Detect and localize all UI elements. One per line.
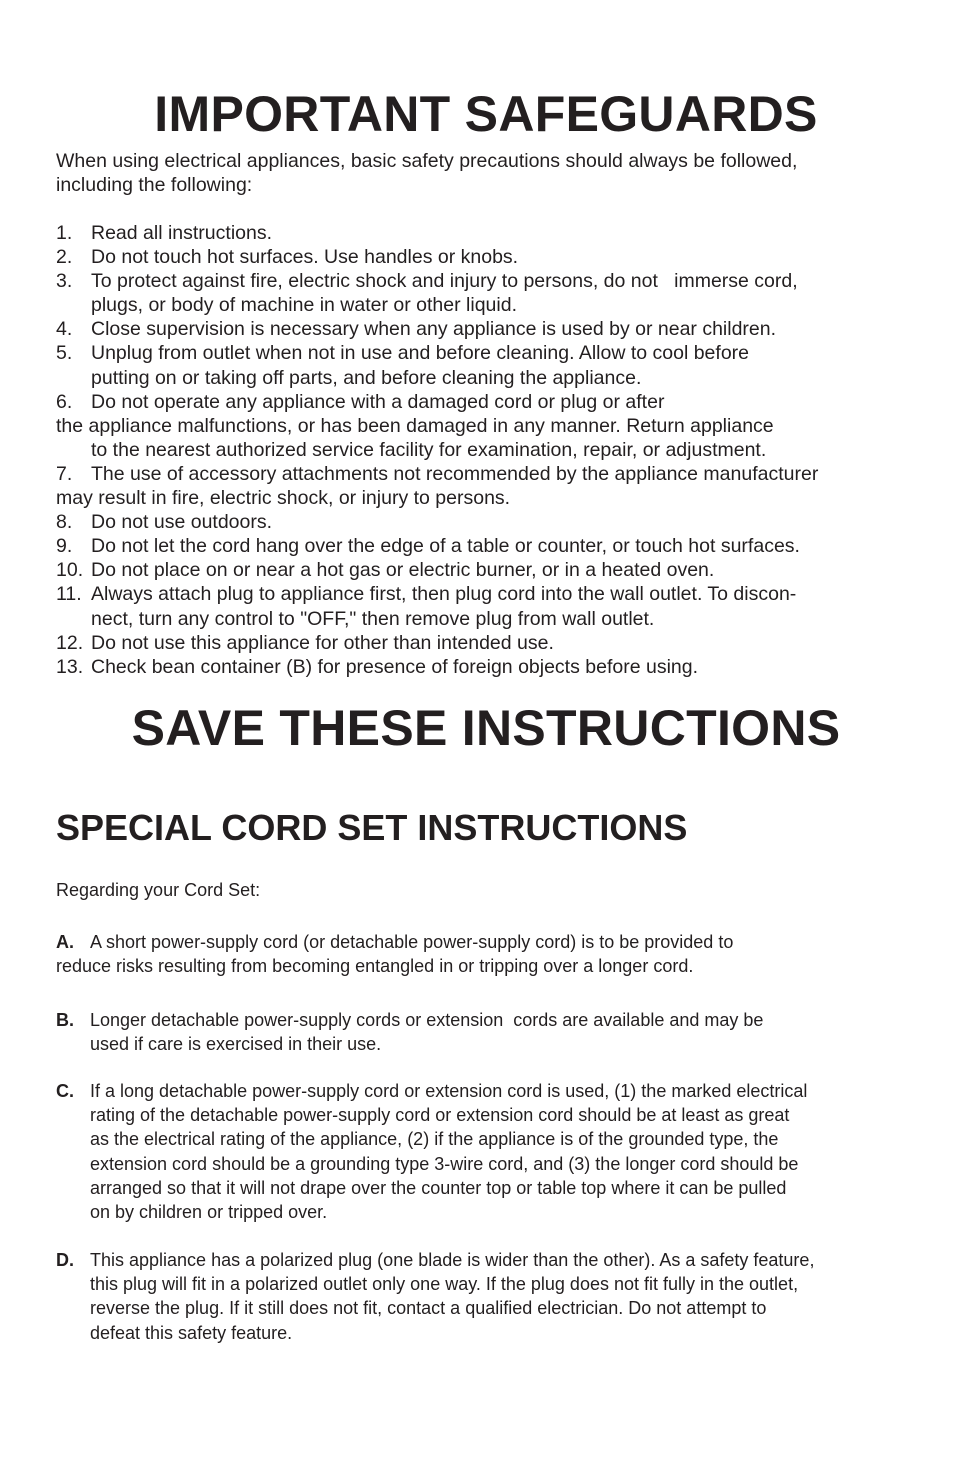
item-text: used if care is exercised in their use.: [90, 1034, 382, 1055]
item-text: Close supervision is necessary when any appliance is used by or near children.: [91, 318, 777, 341]
safeguard-item: [56, 221, 926, 245]
item-text: Read all instructions.: [91, 222, 273, 244]
item-continuation: putting on or taking off parts, and before cleaning the appliance.: [91, 366, 642, 389]
item-text: If a long detachable power-supply cord or extension cord is used, (1) the marked electrical: [90, 1081, 808, 1101]
item-text: Do not operate any appliance with a damaged cord or plug or after: [91, 390, 665, 413]
intro-line: including the following:: [56, 174, 253, 196]
item-text: To protect against fire, electric shock and injury to persons, do not immerse cord,: [91, 270, 798, 293]
item-letter: D.: [56, 1250, 74, 1270]
item-continuation: plugs, or body of machine in water or other liquid.: [91, 294, 517, 317]
cord-item-d: [56, 1248, 916, 1345]
cord-item-b: [56, 1008, 916, 1056]
safeguard-item: [56, 462, 926, 486]
item-letter: A.: [56, 932, 74, 952]
intro-line: When using electrical appliances, basic safety precautions should always be followed,: [56, 150, 798, 172]
item-text: The use of accessory attachments not recommended by the appliance manufacturer: [91, 462, 819, 485]
item-text: Do not let the cord hang over the edge of a table or counter, or touch hot surfaces.: [91, 535, 800, 558]
item-text: A short power-supply cord (or detachable power-supply cord) is to be provided to: [90, 932, 734, 952]
item-continuation: to the nearest authorized service facility for examination, repair, or adjustment.: [91, 438, 767, 461]
item-number: 5.: [56, 342, 73, 365]
item-letter: C.: [56, 1081, 74, 1101]
safeguards-list: [56, 221, 926, 679]
intro-paragraph: [56, 149, 916, 197]
item-text: defeat this safety feature.: [90, 1322, 293, 1343]
safeguard-item: [56, 631, 926, 655]
item-text: reverse the plug. If it still does not fit, contact a qualified electrician. Do not attempt to: [90, 1298, 767, 1319]
item-number: 4.: [56, 318, 73, 341]
safeguard-item: [56, 558, 926, 582]
item-number: 11.: [56, 583, 82, 606]
item-number: 1.: [56, 222, 73, 244]
item-text: on by children or tripped over.: [90, 1202, 328, 1223]
cord-item-a: [56, 930, 916, 978]
item-text: This appliance has a polarized plug (one blade is wider than the other). As a safety feature,: [90, 1250, 815, 1270]
item-flush-line: the appliance malfunctions, or has been damaged in any manner. Return appliance: [56, 414, 774, 437]
item-flush-line: may result in fire, electric shock, or injury to persons.: [56, 487, 511, 510]
safeguard-item: [56, 390, 926, 414]
cord-section-title: SPECIAL CORD SET INSTRUCTIONS: [56, 807, 688, 848]
save-instructions-title: SAVE THESE INSTRUCTIONS: [131, 700, 841, 756]
safeguard-item: [56, 582, 926, 606]
item-number: 8.: [56, 511, 73, 534]
item-text: Check bean container (B) for presence of foreign objects before using.: [91, 655, 699, 678]
item-text: Do not touch hot surfaces. Use handles or knobs.: [91, 246, 519, 269]
item-text: extension cord should be a grounding type 3-wire cord, and (3) the longer cord should be: [90, 1153, 799, 1174]
item-letter: B.: [56, 1010, 74, 1030]
safeguard-item: [56, 245, 926, 269]
item-number: 2.: [56, 246, 73, 269]
item-number: 12.: [56, 631, 84, 654]
item-number: 3.: [56, 270, 73, 293]
safeguard-item: [56, 534, 926, 558]
safeguard-item: [56, 317, 926, 341]
safeguard-item: [56, 341, 926, 365]
item-text: Unplug from outlet when not in use and before cleaning. Allow to cool before: [91, 342, 750, 365]
cord-intro: Regarding your Cord Set:: [56, 880, 261, 900]
item-text: Do not use outdoors.: [91, 511, 273, 534]
safeguard-item: [56, 655, 926, 679]
item-number: 10.: [56, 559, 84, 582]
item-text: Do not use this appliance for other than intended use.: [91, 631, 554, 654]
item-text: this plug will fit in a polarized outlet only one way. If the plug does not fit fully in the outlet,: [90, 1274, 799, 1295]
item-number: 6.: [56, 390, 73, 413]
item-text: as the electrical rating of the appliance, (2) if the appliance is of the grounded type, the: [90, 1129, 779, 1150]
safeguard-item: [56, 269, 926, 293]
item-number: 7.: [56, 462, 73, 485]
item-number: 9.: [56, 535, 73, 558]
cord-item-c: [56, 1079, 916, 1224]
item-text: rating of the detachable power-supply cord or extension cord should be at least as great: [90, 1105, 790, 1126]
page-title: IMPORTANT SAFEGUARDS: [154, 86, 818, 142]
item-continuation: nect, turn any control to "OFF," then remove plug from wall outlet.: [91, 607, 655, 630]
safeguard-item: [56, 510, 926, 534]
item-number: 13.: [56, 655, 84, 678]
item-text: Always attach plug to appliance first, then plug cord into the wall outlet. To discon-: [91, 583, 797, 606]
item-text: Do not place on or near a hot gas or electric burner, or in a heated oven.: [91, 559, 715, 582]
item-text: Longer detachable power-supply cords or extension cords are available and may be: [90, 1010, 764, 1030]
item-text: arranged so that it will not drape over the counter top or table top where it can be pulled: [90, 1177, 787, 1198]
item-text: reduce risks resulting from becoming entangled in or tripping over a longer cord.: [56, 956, 694, 977]
